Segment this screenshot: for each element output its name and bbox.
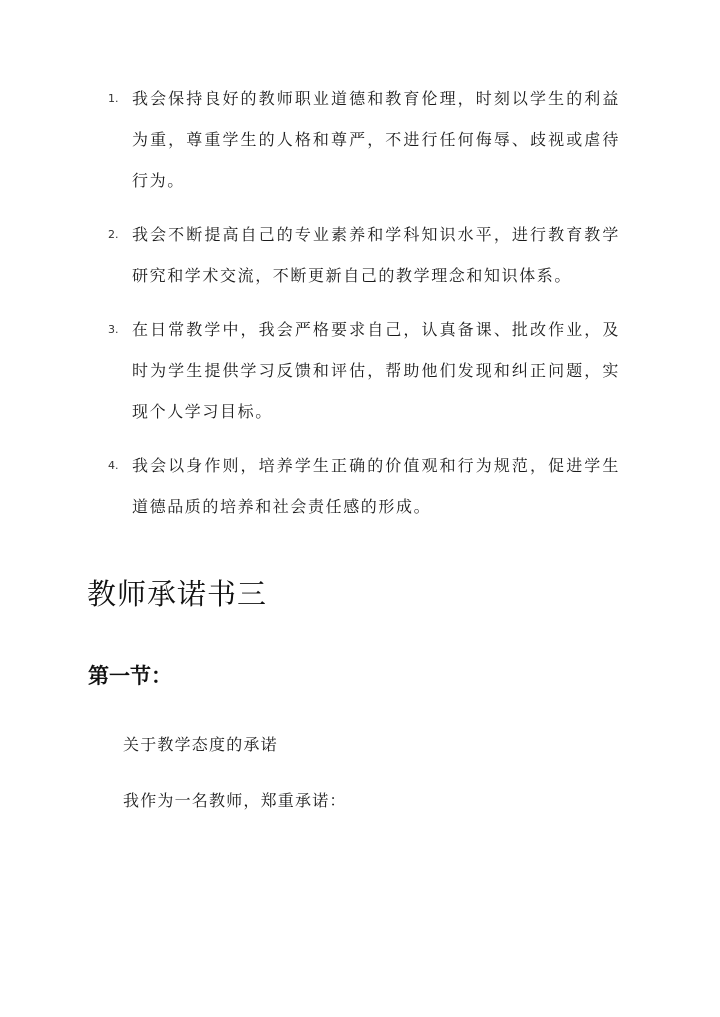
subsection-title: 第一节： xyxy=(88,663,172,688)
list-item-number: 3. xyxy=(108,323,119,336)
list-item-text: 在日常教学中，我会严格要求自己，认真备课、批改作业，及时为学生提供学习反馈和评估，帮助他们发现和纠正问题，实现个人学习目标。 xyxy=(132,320,620,421)
list-item-number: 4. xyxy=(108,459,119,472)
paragraph-topic: 关于教学态度的承诺 xyxy=(123,735,278,754)
list-item xyxy=(100,214,620,296)
pledge-list xyxy=(100,78,620,540)
paragraph-pledge-intro: 我作为一名教师，郑重承诺： xyxy=(123,791,347,810)
list-item-text: 我会保持良好的教师职业道德和教育伦理，时刻以学生的利益为重，尊重学生的人格和尊严，不进行任何侮辱、歧视或虐待行为。 xyxy=(132,89,620,190)
list-item xyxy=(100,445,620,527)
list-item-number: 2. xyxy=(108,228,119,241)
section-title: 教师承诺书三 xyxy=(87,577,268,611)
list-item-number: 1. xyxy=(108,92,119,105)
list-item-text: 我会不断提高自己的专业素养和学科知识水平，进行教育教学研究和学术交流，不断更新自己的教学理念和知识体系。 xyxy=(132,225,620,285)
list-item xyxy=(100,309,620,432)
list-item xyxy=(100,78,620,201)
list-item-text: 我会以身作则，培养学生正确的价值观和行为规范，促进学生道德品质的培养和社会责任感的形成。 xyxy=(132,456,620,516)
